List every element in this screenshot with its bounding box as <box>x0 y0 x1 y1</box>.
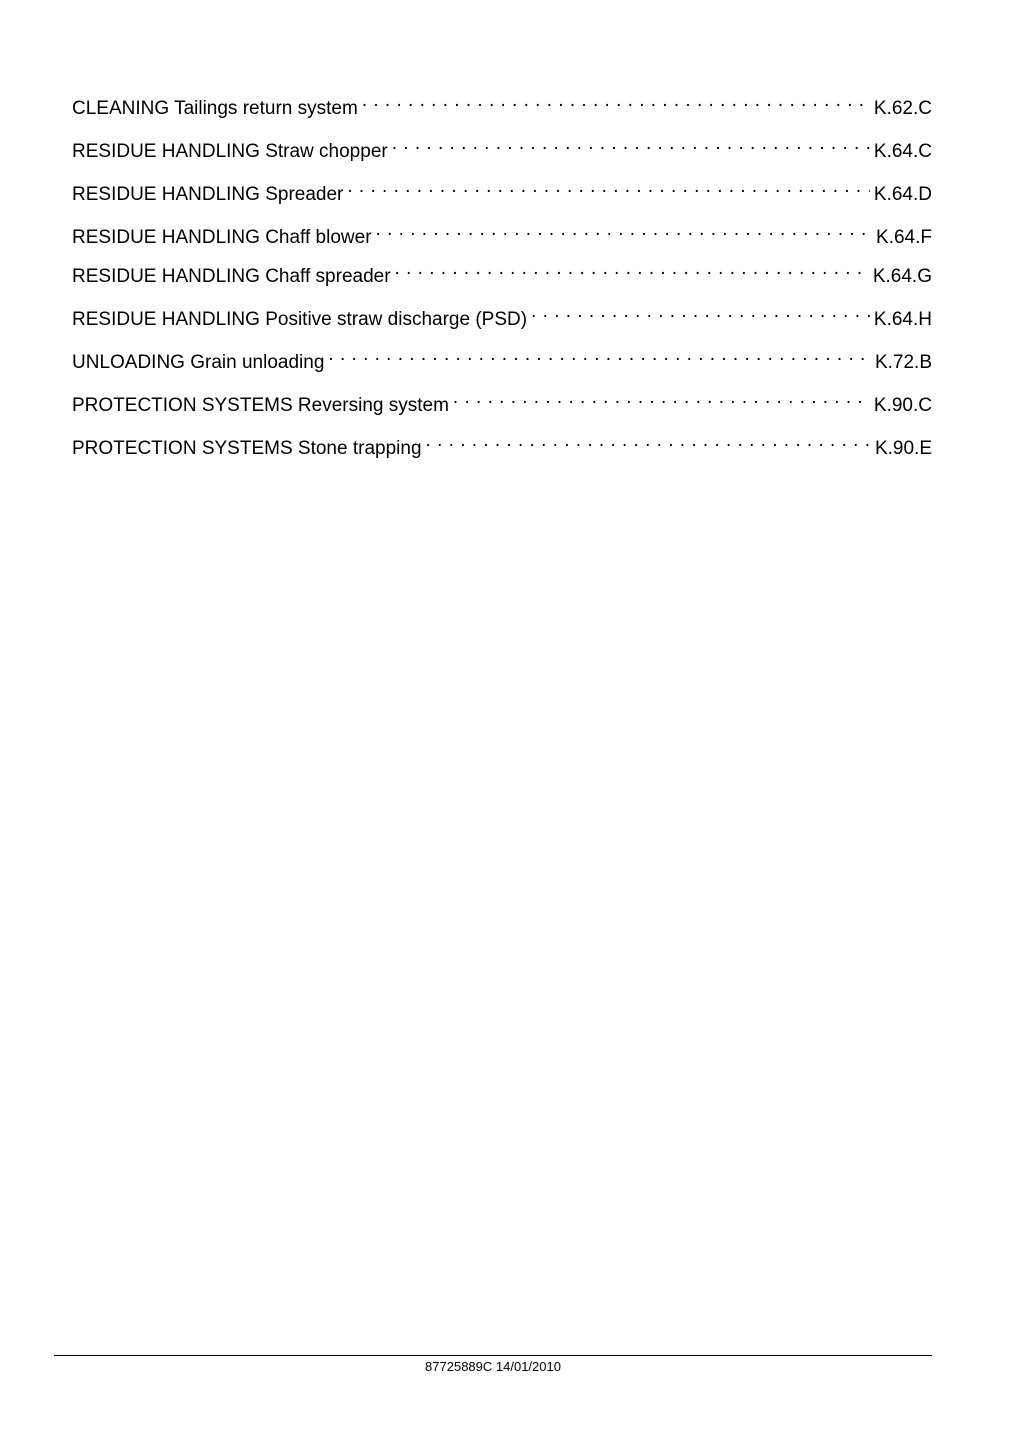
toc-entry-ref[interactable]: K.90.C <box>873 395 932 416</box>
footer-divider <box>54 1355 932 1356</box>
toc-entry[interactable] <box>72 131 932 174</box>
toc-entry-title: PROTECTION SYSTEMS Reversing system <box>72 395 449 416</box>
toc-entry-ref[interactable]: K.64.H <box>873 309 932 330</box>
dot-leader <box>426 428 871 454</box>
dot-leader <box>531 299 870 325</box>
toc-entry-title: RESIDUE HANDLING Chaff spreader <box>72 266 391 287</box>
toc-entry-ref[interactable]: K.64.C <box>873 141 932 162</box>
table-of-contents <box>72 88 932 471</box>
toc-entry-ref[interactable]: K.72.B <box>874 352 932 373</box>
toc-entry-title: RESIDUE HANDLING Chaff blower <box>72 227 372 248</box>
dot-leader <box>395 256 869 282</box>
toc-entry[interactable] <box>72 88 932 131</box>
toc-entry-ref[interactable]: K.62.C <box>873 98 932 119</box>
toc-entry-ref[interactable]: K.90.E <box>874 438 932 459</box>
toc-entry-title: PROTECTION SYSTEMS Stone trapping <box>72 438 422 459</box>
toc-entry[interactable] <box>72 342 932 385</box>
toc-entry[interactable] <box>72 217 932 256</box>
footer-doc-number: 87725889C 14/01/2010 <box>425 1359 561 1374</box>
toc-entry[interactable] <box>72 299 932 342</box>
toc-entry[interactable] <box>72 256 932 299</box>
dot-leader <box>453 385 870 411</box>
dot-leader <box>347 174 870 200</box>
dot-leader <box>328 342 871 368</box>
toc-entry[interactable] <box>72 174 932 217</box>
toc-entry-title: RESIDUE HANDLING Spreader <box>72 184 344 205</box>
toc-entry-title: UNLOADING Grain unloading <box>72 352 325 373</box>
toc-entry-title: CLEANING Tailings return system <box>72 98 358 119</box>
dot-leader <box>392 131 870 157</box>
dot-leader <box>362 88 870 114</box>
toc-entry-title: RESIDUE HANDLING Straw chopper <box>72 141 388 162</box>
toc-entry[interactable] <box>72 428 932 471</box>
toc-entry-title: RESIDUE HANDLING Positive straw discharge (PSD) <box>72 309 528 330</box>
toc-entry-ref[interactable]: K.64.D <box>873 184 932 205</box>
dot-leader <box>376 217 872 243</box>
toc-entry-ref[interactable]: K.64.G <box>872 266 932 287</box>
toc-entry[interactable] <box>72 385 932 428</box>
toc-entry-ref[interactable]: K.64.F <box>876 227 932 248</box>
